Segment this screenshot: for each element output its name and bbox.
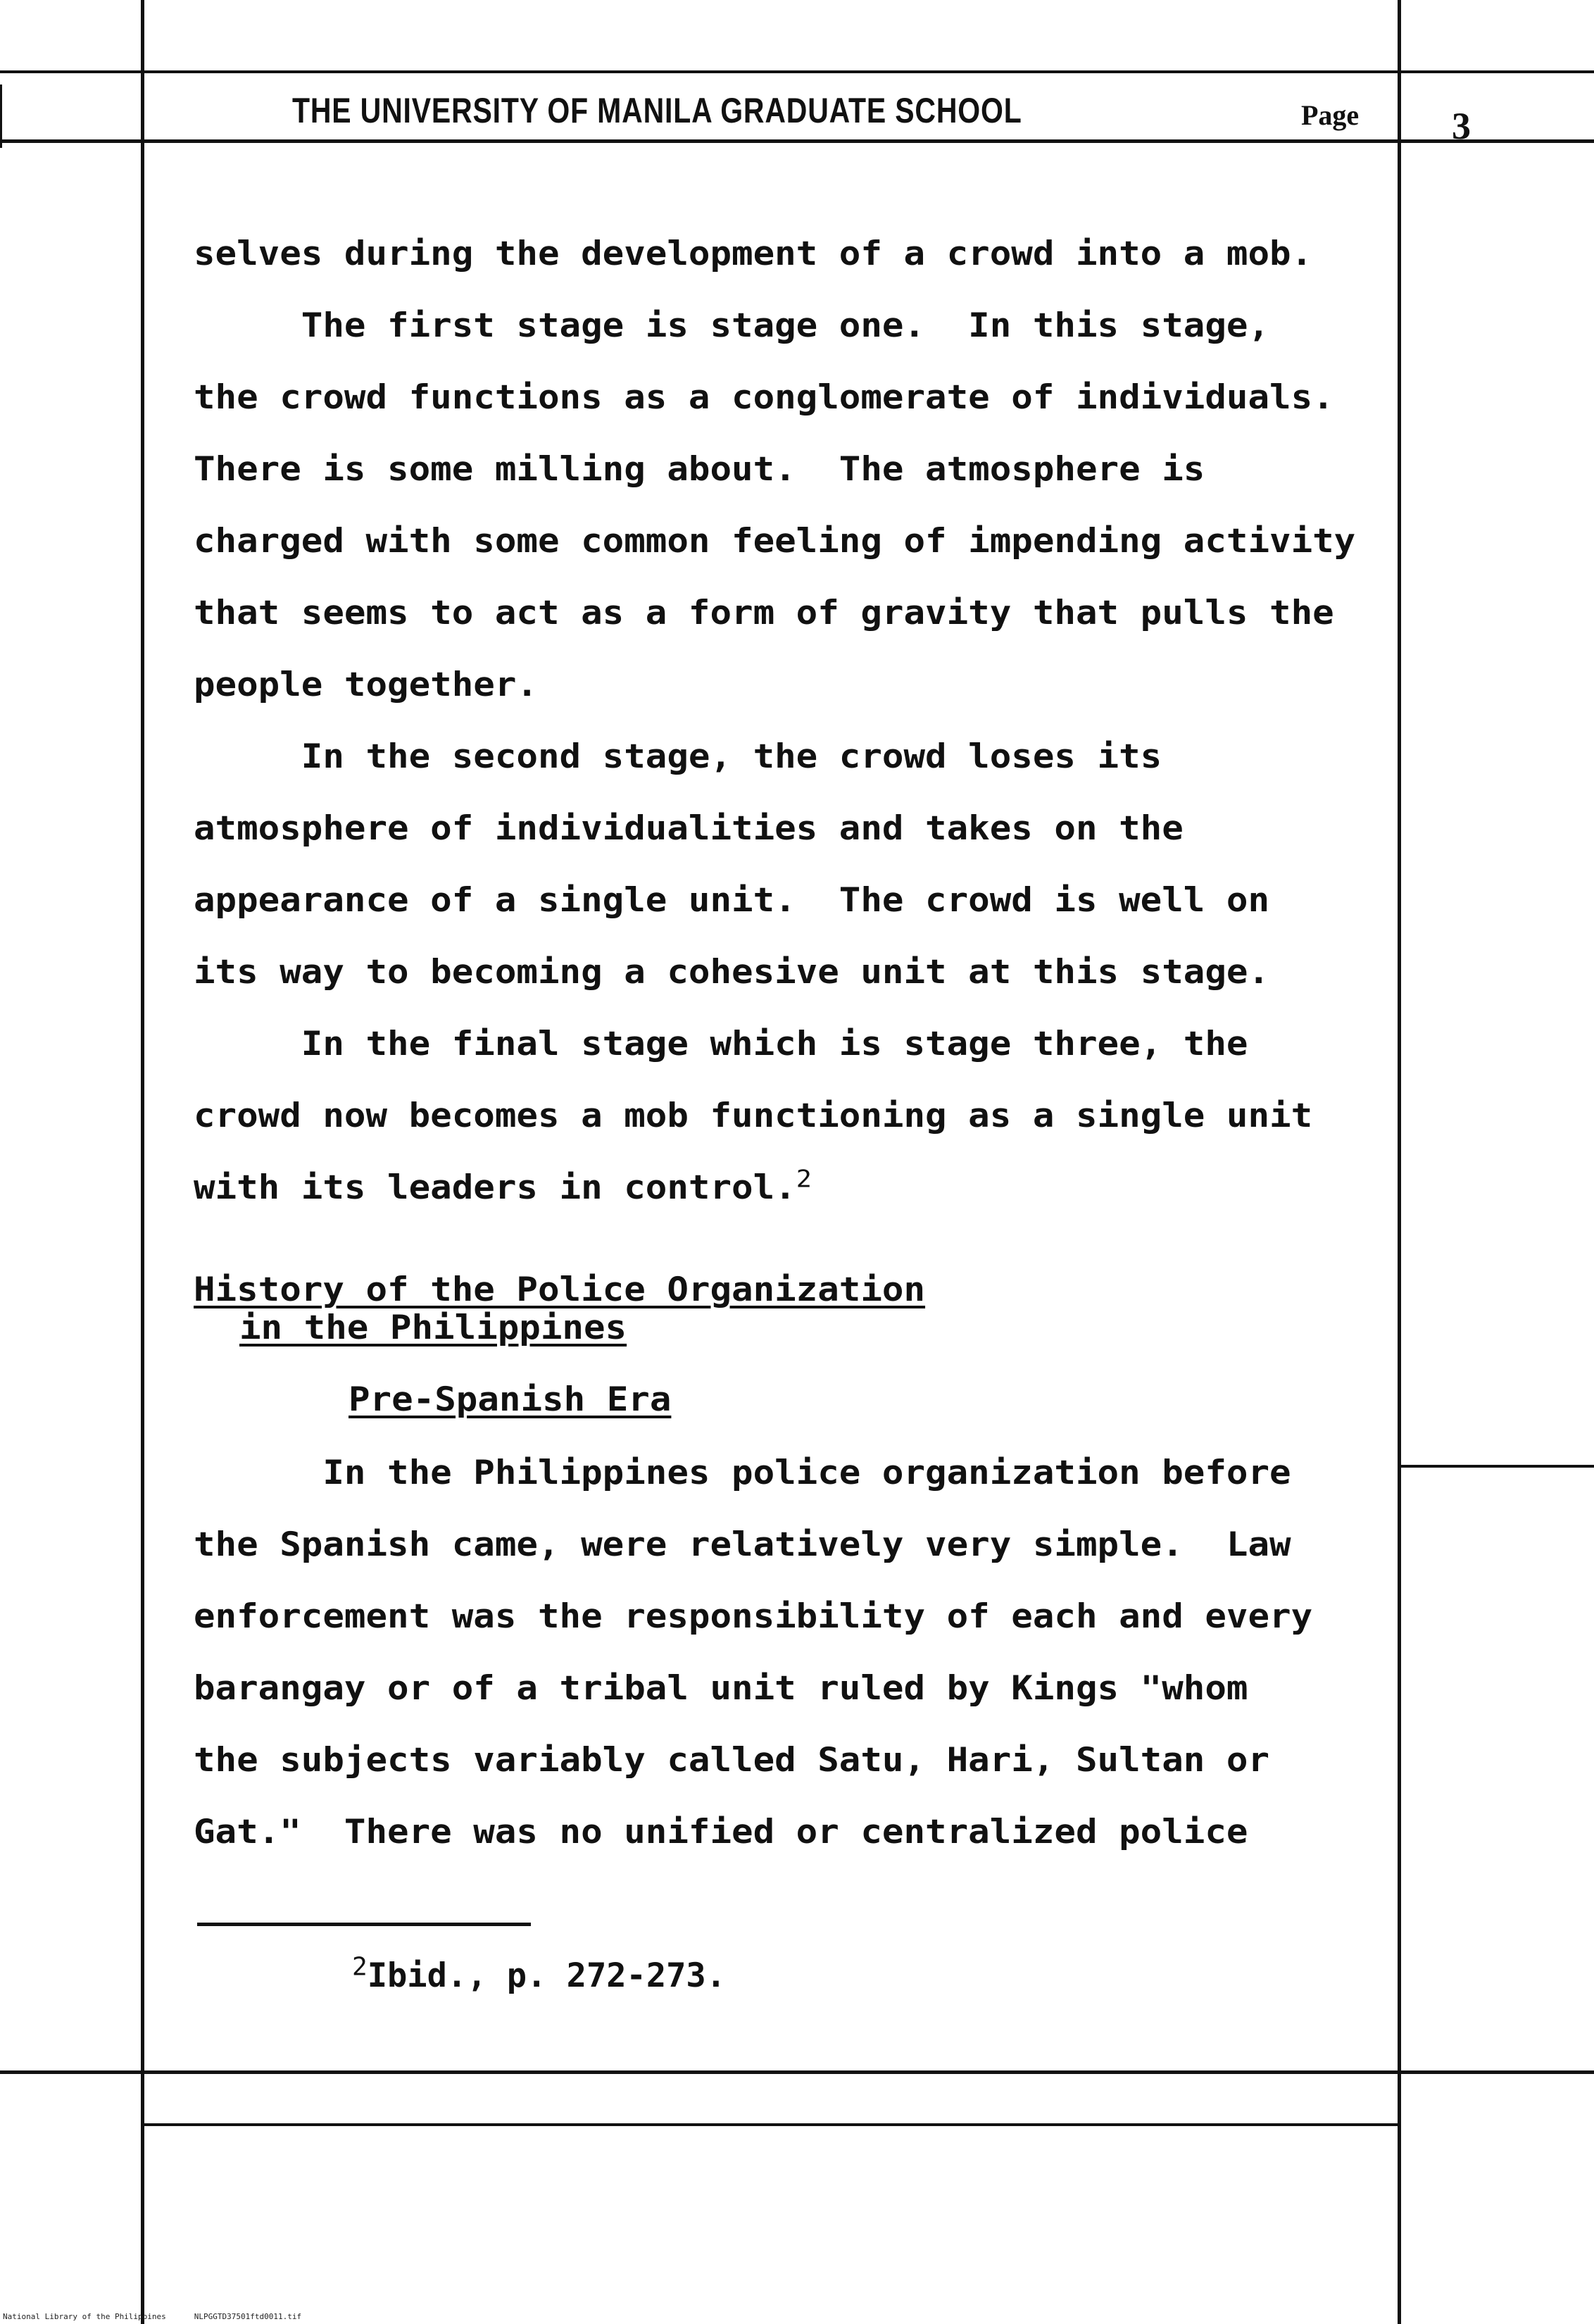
frame-left-edge [0,85,2,148]
text-line: selves during the development of a crowd into a mob. [194,235,1313,273]
section-heading-line-1: History of the Police Organization [194,1270,926,1309]
text-line: charged with some common feeling of impending activity [194,522,1356,561]
text-line: In the final stage which is stage three, the [194,1025,1248,1063]
frame-header-line [0,139,1594,143]
page-label: Page [1301,99,1360,131]
footnote-text: Ibid., p. 272-273. [367,1956,727,1995]
footnote-marker: 2 [352,1952,368,1982]
archive-file: NLPGGTD37501ftd0011.tif [194,2312,302,2321]
text-line: enforcement was the responsibility of each and every [194,1597,1313,1636]
subheading: Pre-Spanish Era [349,1380,672,1419]
text-line: people together. [194,666,538,704]
text-line: atmosphere of individualities and takes on the [194,809,1184,848]
archive-library: National Library of the Philippines [3,2312,166,2321]
text-line: the crowd functions as a conglomerate of individuals. [194,378,1334,417]
frame-left-margin-line [141,0,144,2324]
frame-bottom-line-2 [144,2123,1398,2126]
text-line-with-footnote-ref [194,1165,812,1207]
frame-margin-line [1398,1465,1594,1468]
text-line: with its leaders in control. [194,1168,796,1207]
footnote-separator [197,1923,531,1926]
text-line: In the second stage, the crowd loses its [194,737,1162,776]
text-line: In the Philippines police organization before [194,1454,1291,1492]
text-line: crowd now becomes a mob functioning as a single unit [194,1097,1313,1135]
document-header-title: THE UNIVERSITY OF MANILA GRADUATE SCHOOL [292,91,1022,130]
text-line: There is some milling about. The atmosphere is [194,450,1205,489]
footnote [352,1952,727,1995]
frame-top-line [0,70,1594,73]
text-line: The first stage is stage one. In this stage, [194,306,1270,345]
text-line: appearance of a single unit. The crowd is well on [194,881,1270,920]
frame-right-margin-line [1398,0,1401,2324]
text-line: its way to becoming a cohesive unit at this stage. [194,953,1270,992]
text-line: barangay or of a tribal unit ruled by Kings "whom [194,1669,1248,1708]
footnote-reference: 2 [796,1165,812,1194]
archive-footer [3,2312,330,2321]
page-number: 3 [1452,105,1471,147]
text-line: the subjects variably called Satu, Hari, Sultan or [194,1741,1270,1780]
text-line: the Spanish came, were relatively very simple. Law [194,1525,1291,1564]
frame-bottom-line [0,2070,1594,2074]
text-line: that seems to act as a form of gravity that pulls the [194,594,1334,632]
text-line: Gat." There was no unified or centralized police [194,1813,1248,1851]
section-heading-line-2: in the Philippines [239,1308,627,1347]
